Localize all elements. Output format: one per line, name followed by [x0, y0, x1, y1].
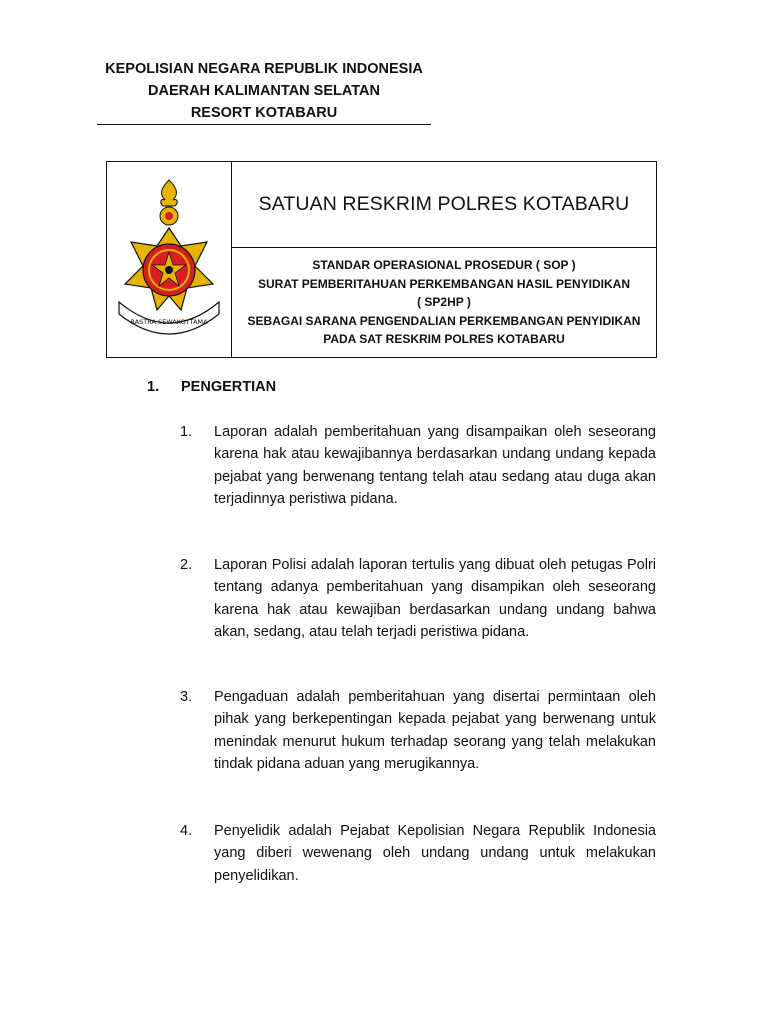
logo-cell: [107, 162, 232, 357]
list-item: [180, 554, 656, 643]
list-item-text: Pengaduan adalah pemberitahuan yang disertai permintaan oleh pihak yang berkepentingan kepada pejabat yang berwenang untuk menindak menurut hukum terhadap seorang yang telah melakukan tindak pidana aduan yang merugikannya.: [214, 689, 656, 772]
section-heading: [147, 379, 276, 395]
list-item: [180, 686, 656, 775]
list-item-number: 4.: [180, 823, 193, 839]
list-item: [180, 820, 656, 887]
letterhead-line-1: KEPOLISIAN NEGARA REPUBLIK INDONESIA: [105, 61, 423, 77]
letterhead-line-3: RESORT KOTABARU: [190, 105, 338, 121]
list-item-number: 3.: [180, 689, 193, 705]
sop-desc-line-1: STANDAR OPERASIONAL PROSEDUR ( SOP ): [312, 258, 576, 272]
list-item-text: Penyelidik adalah Pejabat Kepolisian Negara Republik Indonesia yang diberi wewenang oleh undang undang untuk melakukan penyelidikan.: [214, 823, 656, 884]
section-title: PENGERTIAN: [181, 379, 277, 395]
sop-desc-line-3: ( SP2HP ): [417, 295, 471, 310]
sop-desc-line-5: PADA SAT RESKRIM POLRES KOTABARU: [323, 332, 565, 347]
sop-description: [232, 256, 656, 349]
letterhead-line-2: DAERAH KALIMANTAN SELATAN: [148, 83, 380, 99]
section-number: 1.: [147, 379, 160, 395]
unit-title: SATUAN RESKRIM POLRES KOTABARU: [232, 162, 656, 248]
letterhead-underline: [97, 124, 431, 125]
letterhead: [97, 58, 431, 124]
list-item-text: Laporan adalah pemberitahuan yang disampaikan oleh seseorang karena hak atau kewajibannya berdasarkan undang undang kepada pejabat yang berwenang tentang telah atau sedang atau duga akan terjadinnya peristiwa pidana.: [214, 424, 656, 507]
sop-header-table: [106, 161, 657, 358]
polri-crest-icon: [115, 176, 223, 346]
list-item-number: 1.: [180, 424, 193, 440]
list-item: [180, 421, 656, 510]
sop-desc-line-4: SEBAGAI SARANA PENGENDALIAN PERKEMBANGAN PENYIDIKAN: [247, 313, 641, 328]
crest-motto: RASTRA SEWAKOTTAMA: [130, 318, 208, 326]
sop-desc-line-2: SURAT PEMBERITAHUAN PERKEMBANGAN HASIL PENYIDIKAN: [257, 276, 631, 291]
list-item-number: 2.: [180, 557, 193, 573]
list-item-text: Laporan Polisi adalah laporan tertulis yang dibuat oleh petugas Polri tentang adanya pemberitahuan yang disampikan oleh seseorang karena hak atau kewajiban berdasarkan undang undang bahwa akan, sedang, atau telah terjadi peristiwa pidana.: [214, 557, 656, 640]
